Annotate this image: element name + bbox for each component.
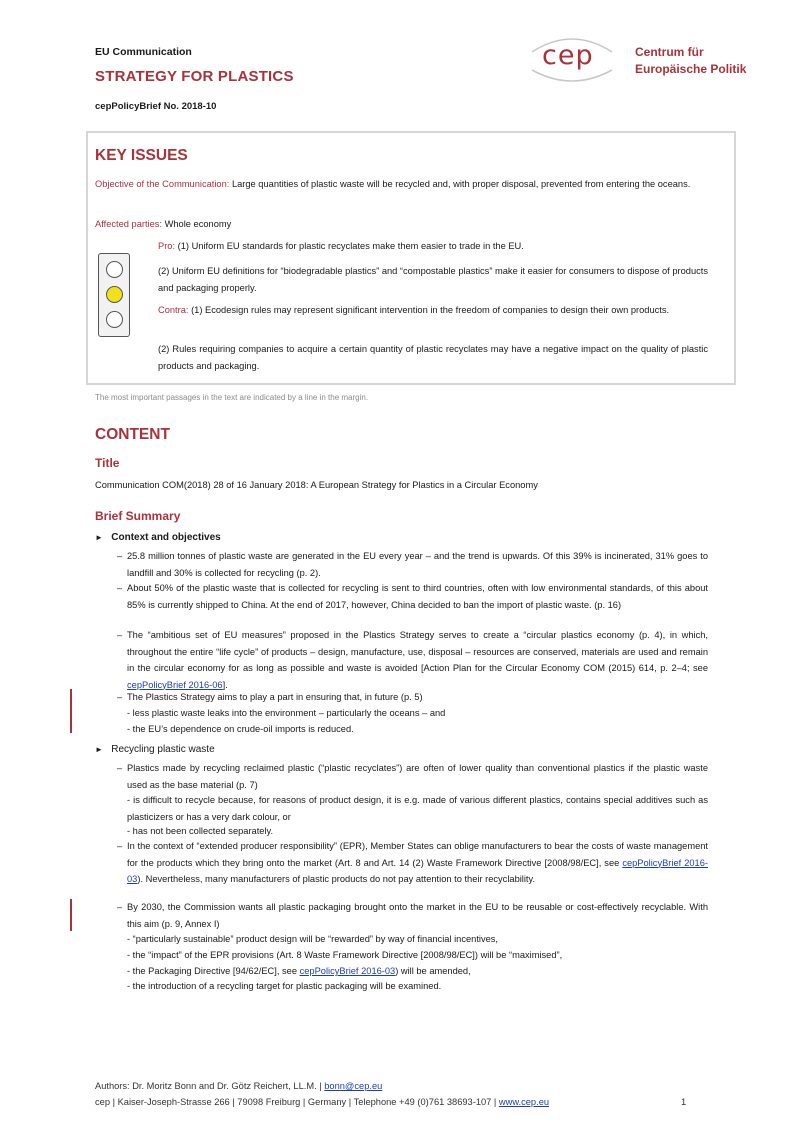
- recycling-item-3a: - “particularly sustainable” product design will be “rewarded” by way of financial incentives,: [127, 934, 499, 944]
- recycling-item-1a: - is difficult to recycle because, for reasons of product design, it is e.g. made of various different plastics, contains special additives such as plasticizers or has a very dark colour, or: [127, 795, 708, 822]
- traffic-light-yellow: [106, 286, 123, 303]
- footer-address-text: cep | Kaiser-Joseph-Strasse 266 | 79098 Freiburg | Germany | Telephone +49 (0)761 38693-107 |: [95, 1097, 499, 1107]
- context-item-4: The Plastics Strategy aims to play a part in ensuring that, in future (p. 5): [127, 692, 423, 702]
- cep-policy-brief-2016-03-link-2[interactable]: cepPolicyBrief 2016-03: [299, 966, 396, 976]
- recycling-heading-text: Recycling plastic waste: [111, 744, 215, 755]
- contra-label: Contra:: [158, 305, 189, 315]
- footer-address: [95, 1097, 549, 1107]
- traffic-light-green: [106, 311, 123, 328]
- title-label: Title: [95, 456, 120, 470]
- context-item-3: [127, 627, 708, 693]
- brief-number: cepPolicyBrief No. 2018-10: [95, 101, 217, 112]
- dash-icon: –: [117, 583, 123, 593]
- pro-1-text: (1) Uniform EU standards for plastic recyclates make them easier to trade in the EU.: [175, 241, 524, 251]
- context-item-4b: - the EU’s dependence on crude-oil imports is reduced.: [127, 724, 354, 734]
- recycling-item-1b: - has not been collected separately.: [127, 826, 274, 836]
- logo-line-1: Centrum für: [635, 45, 704, 59]
- triangle-bullet-icon: ►: [95, 745, 103, 754]
- recycling-item-3: By 2030, the Commission wants all plastic packaging brought onto the market in the EU to be reusable or cost-effectively recyclable. With this aim (p. 9, Annex I): [127, 902, 708, 929]
- triangle-bullet-icon: ►: [95, 533, 103, 542]
- importance-margin-line: [70, 689, 72, 733]
- recycling-item-3c-end: ) will be amended,: [395, 966, 471, 976]
- dash-icon: –: [117, 630, 123, 640]
- traffic-light-icon: [98, 253, 130, 337]
- context-heading-text: Context and objectives: [111, 532, 221, 543]
- contra-2-paragraph: (2) Rules requiring companies to acquire a certain quantity of plastic recyclates may have a negative impact on the quality of plastic products and packaging.: [158, 344, 708, 371]
- recycling-item-2: [127, 838, 708, 888]
- logo-mark: cep: [542, 40, 594, 71]
- traffic-light-red: [106, 261, 123, 278]
- recycling-item-3b: - the “impact” of the EPR provisions (Art. 8 Waste Framework Directive [2008/98/EC]) will be “maximised”,: [127, 950, 563, 960]
- dash-icon: –: [117, 692, 123, 702]
- affected-paragraph: [95, 216, 708, 233]
- cep-policy-brief-2016-03-link[interactable]: cepPolicyBrief 2016-03: [127, 857, 708, 884]
- title-text: Communication COM(2018) 28 of 16 January 2018: A European Strategy for Plastics in a Circular Economy: [95, 480, 538, 490]
- cep-policy-brief-2016-06-link[interactable]: cepPolicyBrief 2016-06: [127, 679, 223, 690]
- context-item-4a: - less plastic waste leaks into the environment – particularly the oceans – and: [127, 708, 446, 718]
- objective-paragraph: [95, 176, 708, 193]
- objective-label: Objective of the Communication:: [95, 179, 230, 189]
- context-item-1: 25.8 million tonnes of plastic waste are generated in the EU every year – and the trend is upwards. Of this 39% is incinerated, 31% goes to landfill and 30% is collected for recycling (p. 2).: [127, 551, 708, 578]
- dash-icon: –: [117, 763, 123, 773]
- context-item-3-text: The “ambitious set of EU measures” proposed in the Plastics Strategy serves to create a “circular plastics economy (p. 4), in which, throughout the entire “life cycle” of products – design, manufacture, use, disposal – resources are conserved, materials are used and remain in the circular economy for as long as possible and waste is avoided [Action Plan for the Circular Economy COM (2015) 614, p. 2–4; see: [127, 630, 708, 673]
- objective-text: Large quantities of plastic waste will be recycled and, with proper disposal, prevented from entering the oceans.: [229, 179, 691, 189]
- document-category: EU Communication: [95, 46, 192, 58]
- dash-icon: –: [117, 551, 123, 561]
- author-email-link[interactable]: bonn@cep.eu: [324, 1081, 383, 1091]
- context-heading: [95, 532, 221, 543]
- key-issues-heading: KEY ISSUES: [95, 147, 188, 164]
- cep-logo: [522, 30, 622, 85]
- recycling-heading: [95, 744, 215, 755]
- recycling-item-3c-text: - the Packaging Directive [94/62/EC], see: [127, 966, 300, 976]
- document-title: STRATEGY FOR PLASTICS: [95, 68, 294, 85]
- dash-icon: –: [117, 841, 123, 851]
- contra-1-text: (1) Ecodesign rules may represent significant intervention in the freedom of companies to design their own products.: [188, 305, 670, 315]
- context-item-3-end: ].: [222, 679, 228, 690]
- dash-icon: –: [117, 902, 123, 912]
- footer-authors-text: Authors: Dr. Moritz Bonn and Dr. Götz Reichert, LL.M. |: [95, 1081, 325, 1091]
- pro-label: Pro:: [158, 241, 176, 251]
- recycling-item-1: Plastics made by recycling reclaimed plastic (“plastic recyclates”) are often of lower quality than conventional plastics if the plastic waste used as the base material (p. 7): [127, 763, 708, 790]
- importance-margin-line: [70, 899, 72, 931]
- context-item-2: About 50% of the plastic waste that is collected for recycling is sent to third countries, often with low environmental standards, of this about 85% is currently shipped to China. At the end of 2017, however, China decided to ban the import of plastic waste. (p. 16): [127, 583, 708, 610]
- recycling-item-3d: - the introduction of a recycling target for plastic packaging will be examined.: [127, 981, 442, 991]
- pro-2-paragraph: (2) Uniform EU definitions for “biodegradable plastics” and “compostable plastics” make it easier for consumers to dispose of products and packaging properly.: [158, 266, 708, 293]
- affected-text: Whole economy: [162, 219, 232, 229]
- footer-authors: [95, 1081, 382, 1091]
- margin-note: The most important passages in the text are indicated by a line in the margin.: [95, 393, 369, 402]
- affected-label: Affected parties:: [95, 219, 163, 229]
- pro-1-paragraph: [158, 238, 708, 255]
- logo-line-2: Europäische Politik: [635, 62, 747, 76]
- contra-1-paragraph: [158, 302, 708, 319]
- page-number: 1: [681, 1097, 687, 1107]
- recycling-item-2-end: ). Nevertheless, many manufacturers of plastic products do not pay attention to their recyclability.: [137, 874, 536, 884]
- recycling-item-2-text: In the context of “extended producer responsibility” (EPR), Member States can oblige manufacturers to bear the costs of waste management for the products which they bring onto the market (Art. 8 and Art. 14 (2) Waste Framework Directive [2008/98/EC], see: [127, 841, 708, 868]
- website-link[interactable]: www.cep.eu: [498, 1097, 550, 1107]
- brief-summary-label: Brief Summary: [95, 509, 181, 523]
- content-heading: CONTENT: [95, 426, 170, 443]
